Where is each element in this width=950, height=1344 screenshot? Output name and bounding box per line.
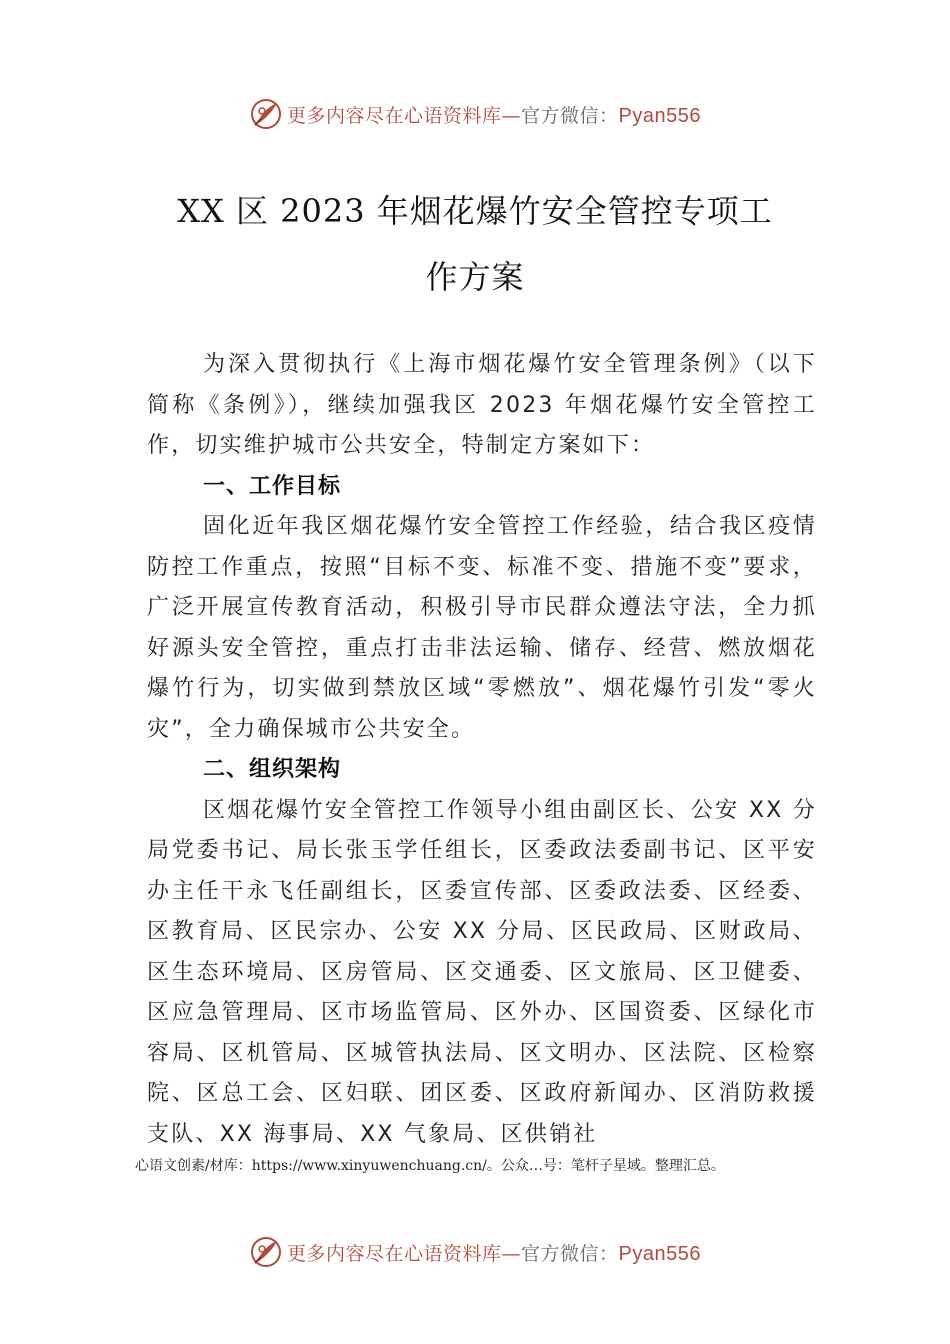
- pen-feather-logo-icon: [249, 97, 283, 131]
- banner-wechat-id: Pyan556: [618, 1242, 701, 1265]
- banner-wechat-label: 官方微信：: [521, 1242, 619, 1265]
- section-1-paragraph: 固化近年我区烟花爆竹安全管控工作经验，结合我区疫情防控工作重点，按照“目标不变、标准不变、措施不变”要求，广泛开展宣传教育活动，积极引导市民群众遵法守法，全力抓好源头安全管控，重点打击非法运输、储存、经营、燃放烟花爆竹行为，切实做到禁放区域“零燃放”、烟花爆竹引发“零火灾”，全力确保城市公共安全。: [147, 514, 817, 742]
- pen-feather-logo-icon: [249, 1235, 283, 1269]
- document-title-line-1: XX 区 2023 年烟花爆竹安全管控专项工: [177, 192, 773, 230]
- header-banner: [0, 94, 950, 134]
- footer-banner: [0, 1232, 950, 1272]
- banner-brand-text: 更多内容尽在心语资料库: [287, 104, 502, 127]
- section-2-paragraph: 区烟花爆竹安全管控工作领导小组由副区长、公安 XX 分局党委书记、局长张玉学任组长，区委政法委副书记、区平安办主任干永飞任副组长，区委宣传部、区委政法委、区经委、区教育局、区民宗办、公安 XX 分局、区民政局、区财政局、区生态环境局、区房管局、区交通委、区文旅局、区卫健委、区应急管理局、区市场监管局、区外办、区国资委、区绿化市容局、区机管局、区城管执法局、区文明办、区法院、区检察院、区总工会、区妇联、团区委、区政府新闻办、区消防救援支队、XX 海事局、XX 气象局、区供销社: [147, 797, 817, 1147]
- section-1-heading: 一、工作目标: [203, 473, 342, 499]
- banner-wechat-label: 官方微信：: [521, 104, 619, 127]
- intro-paragraph: 为深入贯彻执行《上海市烟花爆竹安全管理条例》（以下简称《条例》），继续加强我区 2023 年烟花爆竹安全管控工作，切实维护城市公共安全，特制定方案如下：: [147, 352, 817, 458]
- banner-dash: —: [501, 104, 522, 127]
- banner-text: [287, 101, 701, 128]
- banner-brand-text: 更多内容尽在心语资料库: [287, 1242, 502, 1265]
- source-footnote: 心语文创素/材库：https://www.xinyuwenchuang.cn/。公众…号：笔杆子星域。整理汇总。: [135, 1158, 725, 1174]
- section-2-heading: 二、组织架构: [203, 757, 342, 782]
- banner-text: [287, 1239, 701, 1266]
- banner-wechat-id: Pyan556: [618, 104, 701, 127]
- document-body: [147, 345, 817, 1155]
- banner-dash: —: [501, 1242, 522, 1265]
- document-title-line-2: 作方案: [425, 258, 525, 296]
